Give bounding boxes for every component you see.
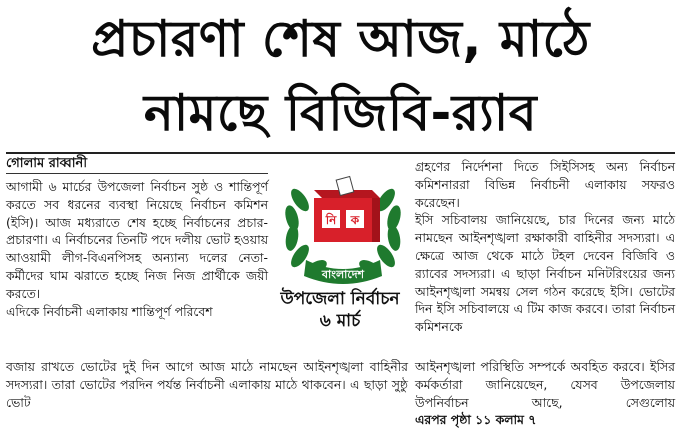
article-right-column xyxy=(415,158,675,336)
caption-line-1: উপজেলা নির্বাচন xyxy=(280,289,400,309)
logo-banner-text: বাংলাদেশ xyxy=(321,268,365,281)
ballot-box-letter: ক xyxy=(350,213,360,227)
continued-link[interactable]: এরপর পৃষ্ঠা ১১ কলাম ৭ xyxy=(415,412,537,428)
caption-line-2: ৬ মার্চ xyxy=(319,311,361,331)
article-paragraph: গ্রহণের নির্দেশনা দিতে সিইসিসহ অন্য নির্বাচন কমিশনাররা বিভিন্ন নির্বাচনী এলাকায় সফরও করেছেন। xyxy=(415,159,675,210)
article-bottom-right xyxy=(415,358,675,429)
ballot-box-letter: নি xyxy=(325,213,337,227)
headline-line-1: প্রচারণা শেষ আজ, মাঠে xyxy=(91,10,590,68)
article-paragraph: ইসি সচিবালয় জানিয়েছে, চার দিনের জন্য মাঠে নামছেন আইনশৃঙ্খলা রক্ষাকারী বাহিনীর সদস্যরা। এ ক্ষেত্রে আজ থেকে মাঠে টহল দেবেন বিজিবি ও র‍্যাবের সদস্যরা। এ ছাড়া নির্বাচন মনিটরিংয়ের জন্য আইনশৃঙ্খলা সমন্বয় সেল গঠন করেছে ইসি। ভোটের দিন ইসি সচিবালয়ে এ টিম কাজ করবে। তারা নির্বাচন কমিশনকে xyxy=(415,212,675,335)
logo-caption xyxy=(266,288,414,332)
article-bottom-right-text: আইনশৃঙ্খলা পরিস্থিতি সম্পর্কে অবহিত করবে। ইসির কর্মকর্তারা জানিয়েছেন, যেসব উপজেলায় উপনির্বাচন আছে, সেগুলোয় xyxy=(415,359,675,410)
article-left-column xyxy=(6,178,268,320)
headline-divider xyxy=(6,152,675,154)
headline-line-2: নামছে বিজিবি-র‍্যাব xyxy=(143,84,538,142)
article-bottom-left: বজায় রাখতে ভোটের দুই দিন আগে আজ মাঠে নামছেন আইনশৃঙ্খলা বাহিনীর সদস্যরা। তারা ভোটের পরদিন পর্যন্ত নির্বাচনী এলাকায় মাঠে থাকবেন। এ ছাড়া সুষ্ঠু ভোট xyxy=(6,359,408,410)
ballot-box-emblem-icon xyxy=(278,160,408,290)
byline: গোলাম রাব্বানী xyxy=(6,155,268,174)
article-paragraph: আগামী ৬ মার্চের উপজেলা নির্বাচন সুষ্ঠ ও শান্তিপূর্ণ করতে সব ধরনের ব্যবস্থা নিয়েছে নির্বাচন কমিশন (ইসি)। আজ মধ্যরাতে শেষ হচ্ছে নির্বাচনের প্রচার-প্রচারণা। এ নির্বাচনের তিনটি পদে দলীয় ভোট হওয়ায় আওয়ামী লীগ-বিএনপিসহ অন্যান্য দলের নেতা-কর্মীদের ঘাম ঝরাতে হচ্ছে নিজ নিজ প্রার্থীকে জয়ী করতে। xyxy=(6,179,268,301)
article-paragraph: এদিকে নির্বাচনী এলাকায় শান্তিপূর্ণ পরিবেশ xyxy=(6,303,213,319)
